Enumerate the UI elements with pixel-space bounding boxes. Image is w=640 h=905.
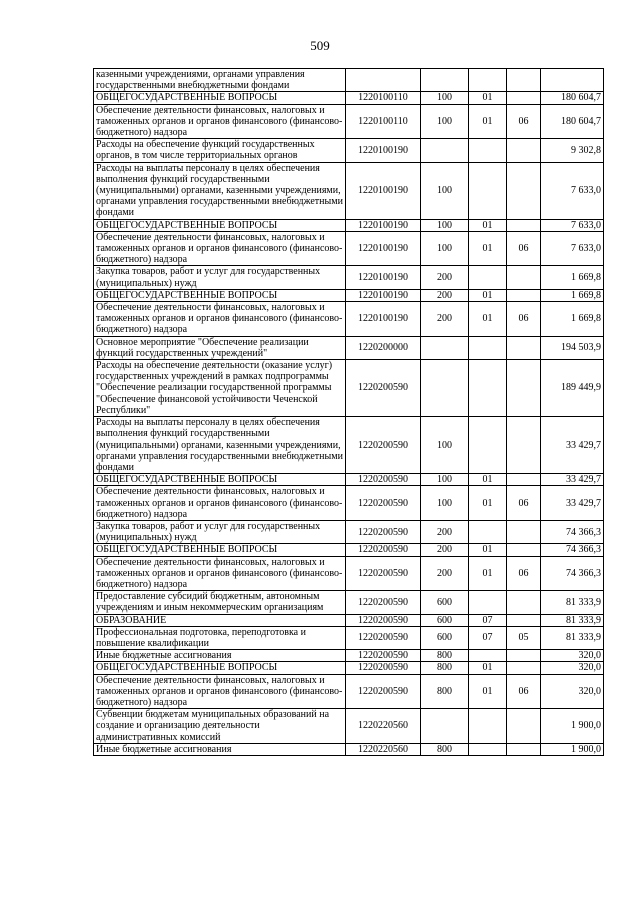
row-subsection-cell — [507, 650, 541, 662]
row-section-cell — [469, 743, 507, 755]
row-section-cell: 07 — [469, 626, 507, 649]
row-section-cell: 01 — [469, 231, 507, 266]
row-target-article-cell: 1220200590 — [346, 360, 421, 417]
table-row — [94, 219, 604, 231]
row-name-cell: Обеспечение деятельности финансовых, налоговых и таможенных органов и органов финансового (финансово-бюджетного) надзора — [94, 231, 346, 266]
table-row — [94, 709, 604, 744]
table-row — [94, 556, 604, 591]
row-amount-cell: 74 366,3 — [541, 556, 604, 591]
row-section-cell — [469, 336, 507, 359]
row-amount-cell: 7 633,0 — [541, 231, 604, 266]
row-name-cell: ОБРАЗОВАНИЕ — [94, 614, 346, 626]
row-subsection-cell — [507, 743, 541, 755]
table-row — [94, 104, 604, 139]
row-target-article-cell — [346, 69, 421, 92]
row-section-cell — [469, 709, 507, 744]
row-target-article-cell: 1220200590 — [346, 591, 421, 614]
row-section-cell: 01 — [469, 302, 507, 337]
row-subsection-cell — [507, 709, 541, 744]
row-section-cell: 01 — [469, 92, 507, 104]
row-expense-type-cell: 100 — [421, 231, 469, 266]
row-target-article-cell: 1220100110 — [346, 92, 421, 104]
row-subsection-cell — [507, 520, 541, 543]
row-target-article-cell: 1220100110 — [346, 104, 421, 139]
row-amount-cell: 33 429,7 — [541, 474, 604, 486]
row-amount-cell: 320,0 — [541, 650, 604, 662]
table-row — [94, 544, 604, 556]
table-row — [94, 266, 604, 289]
row-subsection-cell: 06 — [507, 231, 541, 266]
row-target-article-cell: 1220200590 — [346, 556, 421, 591]
row-name-cell: ОБЩЕГОСУДАРСТВЕННЫЕ ВОПРОСЫ — [94, 219, 346, 231]
row-amount-cell: 180 604,7 — [541, 92, 604, 104]
row-name-cell: Обеспечение деятельности финансовых, налоговых и таможенных органов и органов финансового (финансово-бюджетного) надзора — [94, 302, 346, 337]
row-expense-type-cell: 200 — [421, 302, 469, 337]
row-expense-type-cell: 800 — [421, 743, 469, 755]
row-expense-type-cell: 200 — [421, 520, 469, 543]
row-section-cell — [469, 591, 507, 614]
row-amount-cell: 74 366,3 — [541, 520, 604, 543]
row-target-article-cell: 1220220560 — [346, 709, 421, 744]
table-row — [94, 591, 604, 614]
row-amount-cell — [541, 69, 604, 92]
row-subsection-cell — [507, 266, 541, 289]
row-subsection-cell — [507, 614, 541, 626]
row-subsection-cell — [507, 139, 541, 162]
row-name-cell: Расходы на обеспечение функций государственных органов, в том числе территориальных органов — [94, 139, 346, 162]
row-subsection-cell: 05 — [507, 626, 541, 649]
table-row — [94, 336, 604, 359]
table-row — [94, 417, 604, 474]
row-expense-type-cell — [421, 709, 469, 744]
row-section-cell: 01 — [469, 544, 507, 556]
row-expense-type-cell: 100 — [421, 486, 469, 521]
row-amount-cell: 7 633,0 — [541, 162, 604, 219]
row-expense-type-cell: 800 — [421, 650, 469, 662]
row-name-cell: Субвенции бюджетам муниципальных образований на создание и организацию деятельности административных комиссий — [94, 709, 346, 744]
row-expense-type-cell: 100 — [421, 92, 469, 104]
row-expense-type-cell: 600 — [421, 591, 469, 614]
row-target-article-cell: 1220100190 — [346, 302, 421, 337]
row-expense-type-cell: 800 — [421, 674, 469, 709]
row-expense-type-cell: 100 — [421, 104, 469, 139]
row-subsection-cell — [507, 662, 541, 674]
row-section-cell — [469, 650, 507, 662]
row-subsection-cell — [507, 92, 541, 104]
row-section-cell: 01 — [469, 556, 507, 591]
row-section-cell: 01 — [469, 674, 507, 709]
row-amount-cell: 81 333,9 — [541, 591, 604, 614]
row-name-cell: Закупка товаров, работ и услуг для государственных (муниципальных) нужд — [94, 520, 346, 543]
row-amount-cell: 1 669,8 — [541, 302, 604, 337]
table-row — [94, 520, 604, 543]
row-amount-cell: 81 333,9 — [541, 614, 604, 626]
row-expense-type-cell: 100 — [421, 219, 469, 231]
budget-table-body — [94, 69, 604, 756]
row-target-article-cell: 1220200590 — [346, 614, 421, 626]
row-name-cell: Профессиональная подготовка, переподготовка и повышение квалификации — [94, 626, 346, 649]
table-row — [94, 650, 604, 662]
row-amount-cell: 1 900,0 — [541, 709, 604, 744]
row-amount-cell: 189 449,9 — [541, 360, 604, 417]
row-subsection-cell — [507, 474, 541, 486]
table-row — [94, 474, 604, 486]
row-target-article-cell: 1220200590 — [346, 650, 421, 662]
row-expense-type-cell: 200 — [421, 544, 469, 556]
table-row — [94, 743, 604, 755]
row-amount-cell: 1 669,8 — [541, 289, 604, 301]
row-section-cell: 01 — [469, 662, 507, 674]
row-amount-cell: 194 503,9 — [541, 336, 604, 359]
row-expense-type-cell: 100 — [421, 162, 469, 219]
row-amount-cell: 81 333,9 — [541, 626, 604, 649]
row-name-cell: ОБЩЕГОСУДАРСТВЕННЫЕ ВОПРОСЫ — [94, 92, 346, 104]
row-subsection-cell: 06 — [507, 302, 541, 337]
row-subsection-cell — [507, 162, 541, 219]
row-target-article-cell: 1220220560 — [346, 743, 421, 755]
row-target-article-cell: 1220100190 — [346, 219, 421, 231]
row-subsection-cell — [507, 360, 541, 417]
table-row — [94, 674, 604, 709]
row-subsection-cell: 06 — [507, 486, 541, 521]
row-target-article-cell: 1220100190 — [346, 231, 421, 266]
row-name-cell: Расходы на обеспечение деятельности (оказание услуг) государственных учреждений в рамках подпрограммы "Обеспечение реализации государственной программы "Обеспечение финансовой устойчивости Чеченской Республики" — [94, 360, 346, 417]
row-section-cell: 01 — [469, 486, 507, 521]
row-section-cell: 01 — [469, 219, 507, 231]
table-row — [94, 360, 604, 417]
row-section-cell: 07 — [469, 614, 507, 626]
row-name-cell: ОБЩЕГОСУДАРСТВЕННЫЕ ВОПРОСЫ — [94, 662, 346, 674]
row-expense-type-cell: 100 — [421, 417, 469, 474]
row-amount-cell: 74 366,3 — [541, 544, 604, 556]
row-section-cell — [469, 69, 507, 92]
row-expense-type-cell — [421, 139, 469, 162]
row-subsection-cell: 06 — [507, 556, 541, 591]
row-target-article-cell: 1220100190 — [346, 266, 421, 289]
table-row — [94, 69, 604, 92]
row-target-article-cell: 1220200590 — [346, 474, 421, 486]
row-expense-type-cell — [421, 336, 469, 359]
row-section-cell — [469, 360, 507, 417]
row-name-cell: Обеспечение деятельности финансовых, налоговых и таможенных органов и органов финансового (финансово-бюджетного) надзора — [94, 486, 346, 521]
row-expense-type-cell: 100 — [421, 474, 469, 486]
row-section-cell: 01 — [469, 289, 507, 301]
row-section-cell — [469, 417, 507, 474]
row-target-article-cell: 1220100190 — [346, 139, 421, 162]
table-row — [94, 139, 604, 162]
table-row — [94, 162, 604, 219]
row-amount-cell: 33 429,7 — [541, 417, 604, 474]
row-target-article-cell: 1220200590 — [346, 417, 421, 474]
table-row — [94, 302, 604, 337]
row-target-article-cell: 1220200590 — [346, 674, 421, 709]
row-amount-cell: 320,0 — [541, 674, 604, 709]
row-section-cell — [469, 162, 507, 219]
row-subsection-cell — [507, 69, 541, 92]
row-subsection-cell — [507, 219, 541, 231]
row-name-cell: Расходы на выплаты персоналу в целях обеспечения выполнения функций государственными (муниципальными) органами, казенными учреждениями, органами управления государственными внебюджетными фондами — [94, 417, 346, 474]
row-subsection-cell — [507, 417, 541, 474]
row-name-cell: Иные бюджетные ассигнования — [94, 650, 346, 662]
table-row — [94, 231, 604, 266]
row-section-cell — [469, 520, 507, 543]
row-name-cell: Закупка товаров, работ и услуг для государственных (муниципальных) нужд — [94, 266, 346, 289]
row-name-cell: казенными учреждениями, органами управления государственными внебюджетными фондами — [94, 69, 346, 92]
table-row — [94, 92, 604, 104]
row-subsection-cell — [507, 591, 541, 614]
row-expense-type-cell — [421, 360, 469, 417]
row-amount-cell: 1 900,0 — [541, 743, 604, 755]
row-target-article-cell: 1220100190 — [346, 162, 421, 219]
row-subsection-cell — [507, 544, 541, 556]
row-target-article-cell: 1220200590 — [346, 544, 421, 556]
row-name-cell: ОБЩЕГОСУДАРСТВЕННЫЕ ВОПРОСЫ — [94, 289, 346, 301]
row-subsection-cell — [507, 336, 541, 359]
row-expense-type-cell: 200 — [421, 289, 469, 301]
row-section-cell: 01 — [469, 104, 507, 139]
budget-table — [93, 68, 604, 756]
row-amount-cell: 180 604,7 — [541, 104, 604, 139]
row-amount-cell: 33 429,7 — [541, 486, 604, 521]
row-section-cell — [469, 139, 507, 162]
row-amount-cell: 1 669,8 — [541, 266, 604, 289]
row-subsection-cell: 06 — [507, 674, 541, 709]
row-subsection-cell — [507, 289, 541, 301]
row-name-cell: Обеспечение деятельности финансовых, налоговых и таможенных органов и органов финансового (финансово-бюджетного) надзора — [94, 674, 346, 709]
row-name-cell: ОБЩЕГОСУДАРСТВЕННЫЕ ВОПРОСЫ — [94, 544, 346, 556]
row-name-cell: Иные бюджетные ассигнования — [94, 743, 346, 755]
page-number: 509 — [310, 38, 330, 53]
row-target-article-cell: 1220200590 — [346, 520, 421, 543]
row-expense-type-cell: 600 — [421, 626, 469, 649]
row-amount-cell: 7 633,0 — [541, 219, 604, 231]
row-name-cell: ОБЩЕГОСУДАРСТВЕННЫЕ ВОПРОСЫ — [94, 474, 346, 486]
row-name-cell: Основное мероприятие "Обеспечение реализации функций государственных учреждений" — [94, 336, 346, 359]
table-row — [94, 626, 604, 649]
table-row — [94, 614, 604, 626]
row-name-cell: Обеспечение деятельности финансовых, налоговых и таможенных органов и органов финансового (финансово-бюджетного) надзора — [94, 104, 346, 139]
row-target-article-cell: 1220200590 — [346, 662, 421, 674]
row-expense-type-cell — [421, 69, 469, 92]
table-row — [94, 289, 604, 301]
row-name-cell: Обеспечение деятельности финансовых, налоговых и таможенных органов и органов финансового (финансово-бюджетного) надзора — [94, 556, 346, 591]
row-name-cell: Предоставление субсидий бюджетным, автономным учреждениям и иным некоммерческим организациям — [94, 591, 346, 614]
row-target-article-cell: 1220200000 — [346, 336, 421, 359]
row-expense-type-cell: 200 — [421, 266, 469, 289]
row-amount-cell: 9 302,8 — [541, 139, 604, 162]
row-expense-type-cell: 600 — [421, 614, 469, 626]
row-section-cell: 01 — [469, 474, 507, 486]
row-amount-cell: 320,0 — [541, 662, 604, 674]
row-expense-type-cell: 200 — [421, 556, 469, 591]
row-section-cell — [469, 266, 507, 289]
row-subsection-cell: 06 — [507, 104, 541, 139]
row-name-cell: Расходы на выплаты персоналу в целях обеспечения выполнения функций государственными (муниципальными) органами, казенными учреждениями, органами управления государственными внебюджетными фондами — [94, 162, 346, 219]
table-row — [94, 486, 604, 521]
table-row — [94, 662, 604, 674]
row-expense-type-cell: 800 — [421, 662, 469, 674]
row-target-article-cell: 1220100190 — [346, 289, 421, 301]
row-target-article-cell: 1220200590 — [346, 486, 421, 521]
row-target-article-cell: 1220200590 — [346, 626, 421, 649]
